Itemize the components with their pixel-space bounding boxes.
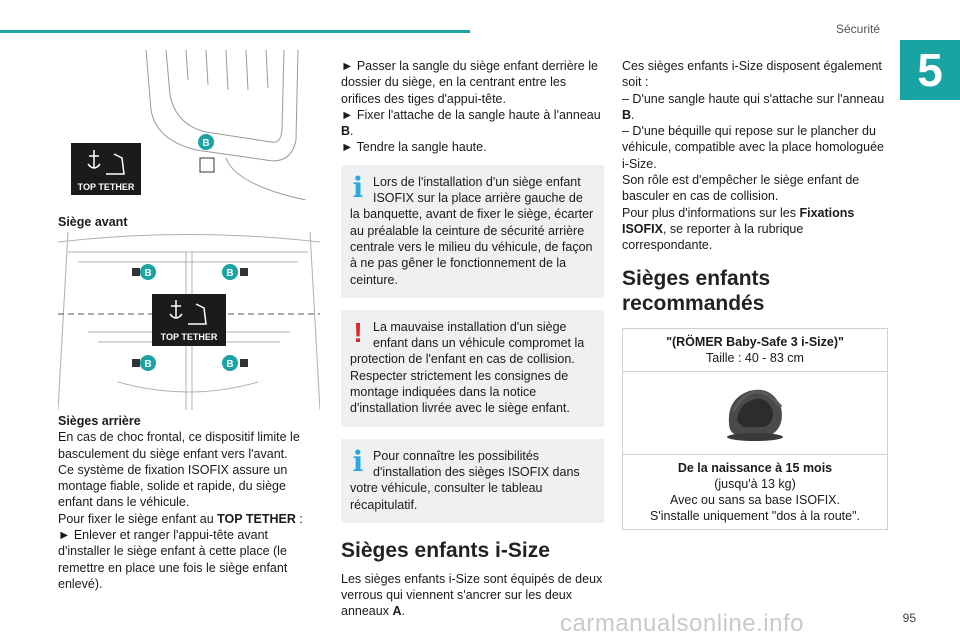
seat-weight: (jusqu'à 13 kg) [714, 477, 796, 491]
paragraph: Ces sièges enfants i-Size disposent également soit : [622, 59, 882, 90]
section-heading-isize: Sièges enfants i-Size [341, 538, 550, 562]
baby-seat-image [715, 377, 795, 449]
rear-seats-tether-illustration [58, 232, 320, 410]
instruction-step: ► Enlever et ranger l'appui-tête avant d'installer le siège enfant à cette place (le remettre en place une fois le siège enfant enlevé). [58, 528, 288, 591]
table-row [623, 329, 887, 372]
warning-icon: ! [353, 316, 363, 348]
paragraph: Ce système de fixation ISOFIX assure un montage fiable, solide et rapide, du siège enfant dans le véhicule. [58, 462, 288, 510]
paragraph: Pour plus d'informations sur les Fixations ISOFIX, se reporter à la rubrique correspondante. [622, 205, 855, 253]
list-item: – D'une sangle haute qui s'attache sur l'anneau B. [622, 91, 885, 122]
watermark: carmanualsonline.info [560, 610, 804, 637]
paragraph: Son rôle est d'empêcher le siège enfant de basculer en cas de collision. [622, 173, 860, 204]
anchor-b-label: B [226, 268, 234, 279]
table-row [623, 372, 887, 455]
anchor-b-label: B [226, 359, 234, 370]
chapter-number: 5 [900, 40, 960, 100]
paragraph: Pour fixer le siège enfant au TOP TETHER : [58, 511, 303, 526]
seat-size: Taille : 40 - 83 cm [706, 351, 804, 365]
anchor-b-label: B [144, 359, 152, 370]
top-tether-label: TOP TETHER [77, 182, 135, 192]
caption-rear-seats: Sièges arrière [58, 414, 141, 428]
info-note: i Lors de l'installation d'un siège enfant ISOFIX sur la place arrière gauche de la banquette, avant de fixer le siège, écarter au préalable la ceinture de sécurité arrière centrale vers le milieu du véhicule, de façon à ne pas gêner le fonctionnement de la ceinture. [341, 165, 604, 298]
column-3-text [622, 58, 887, 324]
instruction-step: ► Tendre la sangle haute. [341, 140, 487, 155]
paragraph: Les sièges enfants i-Size sont équipés de deux verrous qui viennent s'ancrer sur les deux anneaux A. [341, 571, 603, 619]
page-number: 95 [902, 611, 916, 625]
header-bar [0, 30, 470, 33]
table-row [623, 455, 887, 529]
recommended-seat-table [622, 328, 888, 530]
instruction-step: ► Fixer l'attache de la sangle haute à l'anneau B. [341, 107, 601, 139]
paragraph: En cas de choc frontal, ce dispositif limite le basculement du siège enfant vers l'avant. [58, 430, 300, 461]
info-icon: i [352, 170, 364, 204]
info-icon: i [352, 444, 364, 478]
section-title: Sécurité [835, 22, 880, 36]
instruction-step: ► Passer la sangle du siège enfant derrière le dossier du siège, en la centrant entre les orifices des tiges d'appui-tête. [341, 59, 598, 106]
seat-base: Avec ou sans sa base ISOFIX. [670, 493, 840, 507]
section-heading-recommended: Sièges enfants recommandés [622, 266, 771, 315]
info-note: i Pour connaître les possibilités d'installation des sièges ISOFIX dans votre véhicule, consulter le tableau récapitulatif. [341, 439, 604, 523]
front-seat-tether-illustration [66, 50, 326, 200]
column-1-text [58, 413, 320, 592]
seat-install: S'installe uniquement "dos à la route". [650, 509, 860, 523]
caption-front-seat: Siège avant [58, 215, 128, 229]
anchor-b-label: B [144, 268, 152, 279]
seat-name: "(RÖMER Baby-Safe 3 i-Size)" [666, 335, 844, 349]
seat-age: De la naissance à 15 mois [677, 461, 833, 475]
warning-note: ! La mauvaise installation d'un siège enfant dans un véhicule compromet la protection de l'enfant en cas de collision. Respecter strictement les consignes de montage indiquées dans la notice d'installation livrée avec le siège enfant. [341, 310, 604, 427]
top-tether-label: TOP TETHER [160, 332, 218, 342]
column-2-text [341, 58, 604, 620]
anchor-b-label: B [202, 138, 210, 149]
list-item: – D'une béquille qui repose sur le plancher du véhicule, compatible avec la place homologuée i-Size. [622, 124, 884, 171]
